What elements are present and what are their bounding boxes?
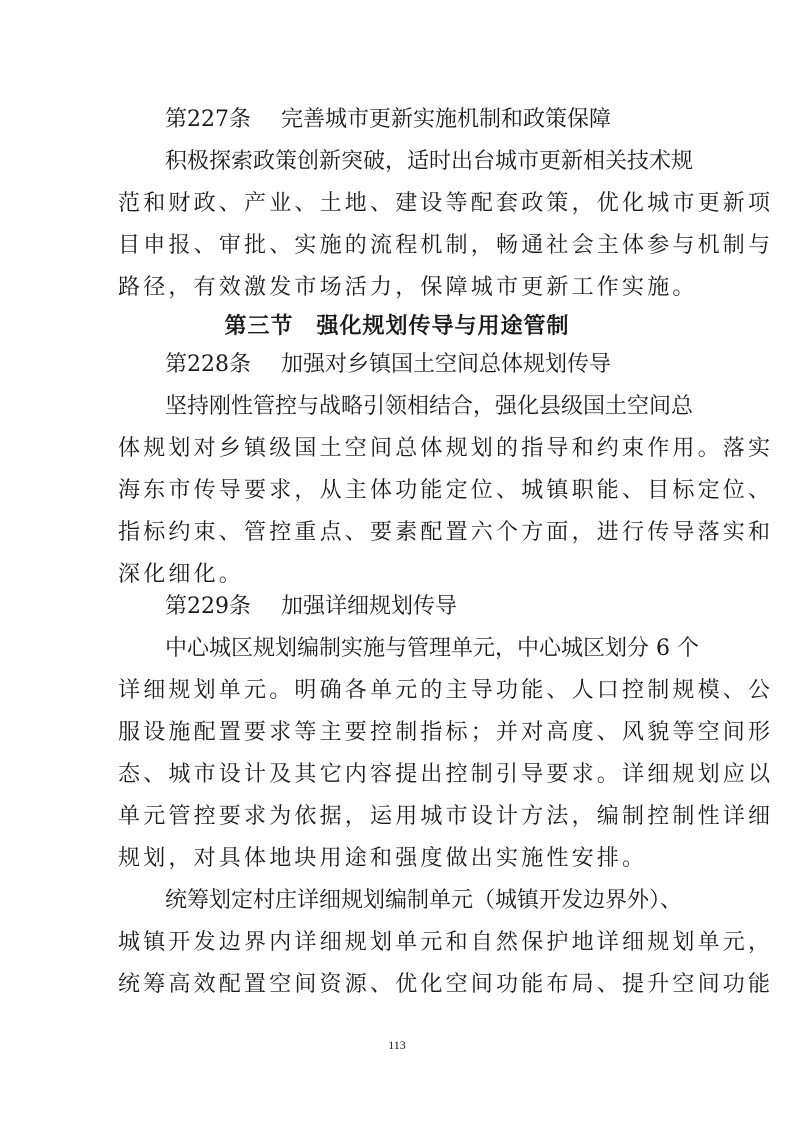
article-title: 完善城市更新实施机制和政策保障 (281, 107, 612, 132)
paragraph-line: 详细规划单元。明确各单元的主导功能、人口控制规模、公 (118, 678, 774, 703)
article-title: 加强详细规划传导 (281, 594, 458, 619)
article-number: 第227条 (165, 107, 251, 132)
section-heading: 第三节 强化规划传导与用途管制 (224, 314, 570, 339)
paragraph-line: 服设施配置要求等主要控制指标；并对高度、风貌等空间形 (118, 720, 774, 745)
paragraph-line: 目申报、审批、实施的流程机制，畅通社会主体参与机制与 (118, 233, 774, 258)
paragraph-line: 坚持刚性管控与战略引领相结合，强化县级国土空间总 (165, 394, 694, 419)
article-title: 加强对乡镇国土空间总体规划传导 (281, 352, 612, 377)
page-number: 113 (388, 1038, 406, 1052)
paragraph-line: 深化细化。 (118, 562, 245, 587)
paragraph-line: 中心城区规划编制实施与管理单元，中心城区划分 6 个 (165, 636, 699, 661)
paragraph-line: 积极探索政策创新突破，适时出台城市更新相关技术规 (165, 149, 694, 174)
paragraph-line: 单元管控要求为依据，运用城市设计方法，编制控制性详细 (118, 804, 774, 829)
paragraph-line: 体规划对乡镇级国土空间总体规划的指导和约束作用。落实 (118, 436, 774, 461)
article-227-heading (165, 105, 611, 135)
paragraph-line: 范和财政、产业、土地、建设等配套政策，优化城市更新项 (118, 191, 774, 216)
paragraph-line: 城镇开发边界内详细规划单元和自然保护地详细规划单元， (118, 930, 774, 955)
paragraph-line: 统筹高效配置空间资源、优化空间功能布局、提升空间功能 (118, 972, 774, 997)
paragraph-line: 路径，有效激发市场活力，保障城市更新工作实施。 (118, 275, 698, 300)
paragraph-line: 统筹划定村庄详细规划编制单元（城镇开发边界外）、 (165, 888, 683, 913)
paragraph-line: 态、城市设计及其它内容提出控制引导要求。详细规划应以 (118, 762, 774, 787)
article-229-heading (165, 592, 457, 622)
paragraph-line: 海东市传导要求，从主体功能定位、城镇职能、目标定位、 (118, 478, 774, 503)
article-number: 第228条 (165, 352, 251, 377)
paragraph-line: 指标约束、管控重点、要素配置六个方面，进行传导落实和 (118, 520, 774, 545)
paragraph-line: 规划，对具体地块用途和强度做出实施性安排。 (118, 846, 648, 871)
article-228-heading (165, 350, 611, 380)
article-number: 第229条 (165, 594, 251, 619)
